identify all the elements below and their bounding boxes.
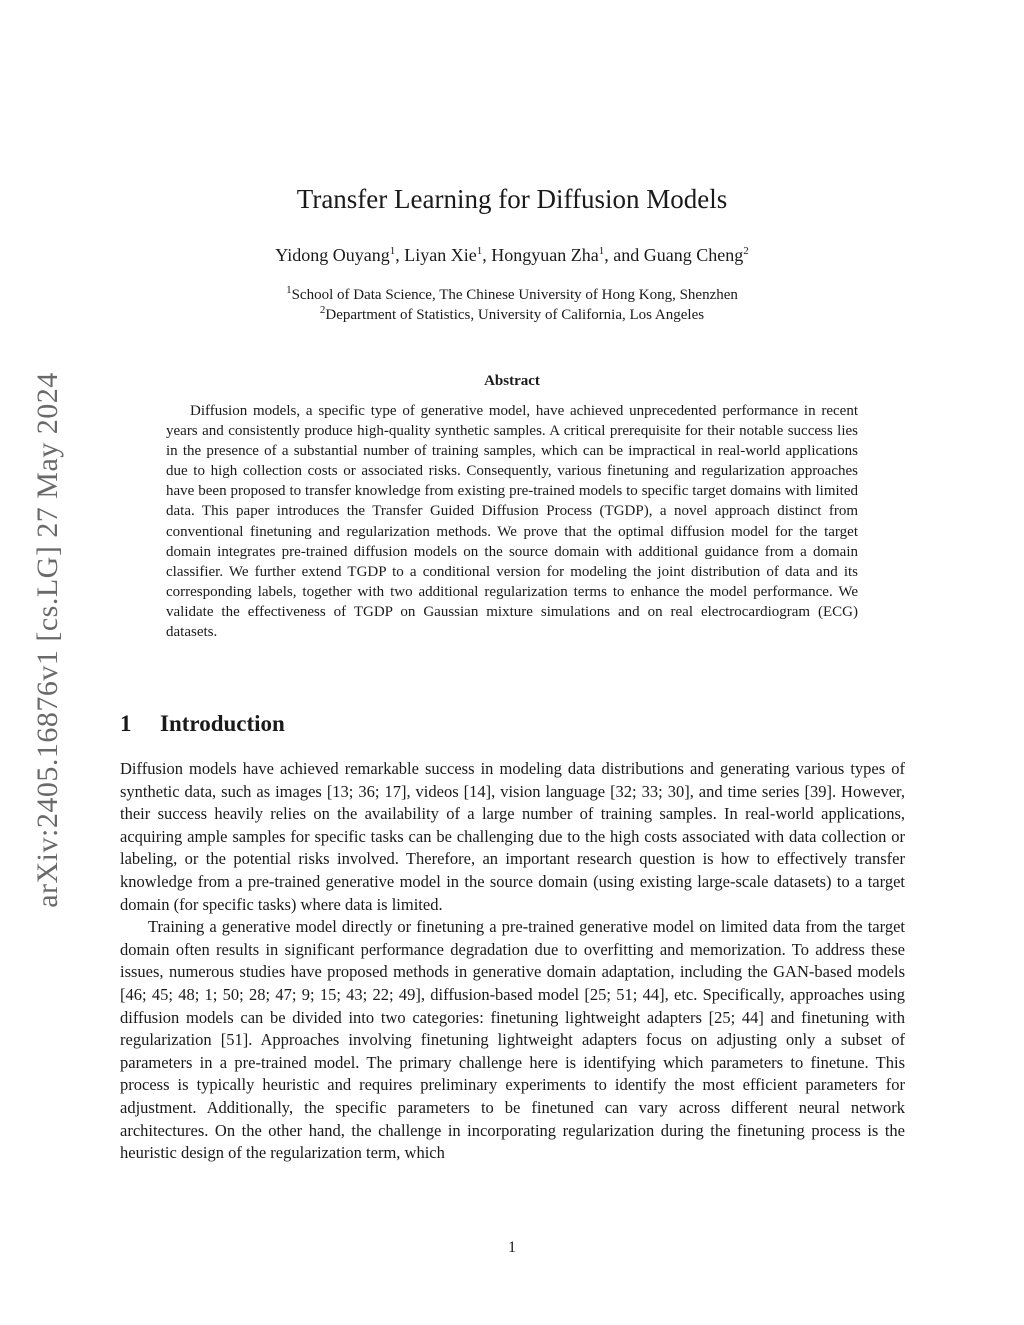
author-affiliation-mark: 1 [598,245,605,257]
author-affiliation-mark: 1 [389,245,396,257]
affiliation [0,304,1024,324]
author-name: Hongyuan Zha [491,245,599,265]
section-title: Introduction [160,711,285,736]
affiliation-text: School of Data Science, The Chinese University of Hong Kong, Shenzhen [291,287,738,303]
author-list: Yidong Ouyang$^1$, Liyan Xie$^1$, Hongyuan Zha$^1$, and Guang Cheng$^2$ [275,245,749,265]
section-body [120,758,905,1165]
body-paragraph: Diffusion models have achieved remarkable success in modeling data distributions and generating various types of synthetic data, such as images [13; 36; 17], videos [14], vision language [32; 33; 30], and time series [39]. However, their success heavily relies on the availability of a large number of training samples. In real-world applications, acquiring ample samples for specific tasks can be challenging due to the high costs associated with data collection or labeling, or the potential risks involved. Therefore, an important research question is how to effectively transfer knowledge from a pre-trained generative model in the source domain (using existing large-scale datasets) to a target domain (for specific tasks) where data is limited. [120,759,905,914]
affiliation-mark: 1 [286,284,292,296]
abstract-text: Diffusion models, a specific type of generative model, have achieved unprecedented performance in recent years and consistently produce high-quality synthetic samples. A critical prerequisite for their notable success lies in the presence of a substantial number of training samples, which can be impractical in real-world applications due to high collection costs or associated risks. Consequently, various finetuning and regularization approaches have been proposed to transfer knowledge from existing pre-trained models to specific target domains with limited data. This paper introduces the Transfer Guided Diffusion Process (TGDP), a novel approach distinct from conventional finetuning and regularization methods. We prove that the optimal diffusion model for the target domain integrates pre-trained diffusion models on the source domain with additional guidance from a domain classifier. We further extend TGDP to a conditional version for modeling the joint distribution of data and its corresponding labels, together with two additional regularization terms to enhance the model performance. We validate the effectiveness of TGDP on Gaussian mixture simulations and on real electrocardiogram (ECG) datasets. [166,403,858,641]
author-name: Liyan Xie [404,245,477,265]
author-name: Guang Cheng [643,245,744,265]
affiliation-text: Department of Statistics, University of California, Los Angeles [325,307,705,323]
abstract-heading: Abstract [484,373,540,389]
author-affiliation-mark: 1 [476,245,483,257]
section-number: 1 [120,711,132,736]
page-number: 1 [508,1239,516,1256]
paper-title: Transfer Learning for Diffusion Models [296,184,728,214]
author-name: Yidong Ouyang [275,245,390,265]
section-heading [120,711,285,737]
affiliation-mark: 2 [319,304,326,316]
author-affiliation-mark: 2 [743,245,749,257]
body-paragraph: Training a generative model directly or finetuning a pre-trained generative model on limited data from the target domain often results in significant performance degradation due to overfitting and memorization. To address these issues, numerous studies have proposed methods in generative domain adaptation, including the GAN-based models [46; 45; 48; 1; 50; 28; 47; 9; 15; 43; 22; 49], diffusion-based model [25; 51; 44], etc. Specifically, approaches using diffusion models can be divided into two categories: finetuning lightweight adapters [25; 44] and finetuning with regularization [51]. Approaches involving finetuning lightweight adapters focus on adjusting only a subset of parameters in a pre-trained model. The primary challenge here is identifying which parameters to finetune. This process is typically heuristic and requires preliminary experiments to identify the most efficient parameters for adjustment. Additionally, the specific parameters to be finetuned can vary across different neural network architectures. On the other hand, the challenge in incorporating regularization during the finetuning process is the heuristic design of the regularization term, which [120,917,905,1163]
affiliation [0,284,1024,304]
arxiv-identifier: arXiv:2405.16876v1 [cs.LG] 27 May 2024 [31,372,64,908]
